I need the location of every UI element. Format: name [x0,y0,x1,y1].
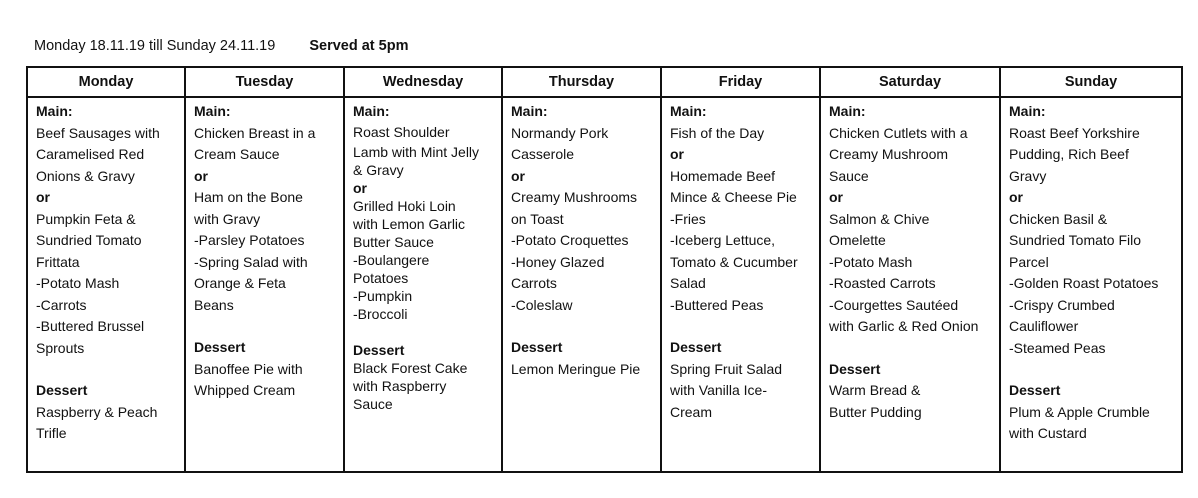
alt-dish-line: on Toast [511,210,564,227]
dessert-label: Dessert [36,382,88,398]
alt-dish-line: Sundried Tomato Filo [1009,232,1142,248]
or-label: or [670,146,684,162]
day-header-row [27,67,1182,97]
side-dish-line: Beans [194,296,234,313]
side-dish-line: -Golden Roast Potatoes [1009,275,1159,291]
dessert-line: Spring Fruit Salad [670,360,783,377]
main-dish-line: Onions & Gravy [36,167,135,184]
or-label: or [1009,189,1023,205]
dessert-label: Dessert [1009,382,1061,398]
dessert-line: Trifle [36,425,67,441]
dessert-line: Black Forest Cake [353,360,468,376]
dessert-line: with Raspberry [353,378,447,394]
main-dish-line: Gravy [1009,167,1047,184]
menu-row [27,97,1182,472]
alt-dish-line: with Lemon Garlic [353,216,466,232]
main-label: Main: [1009,103,1046,119]
or-label: or [511,167,525,184]
or-label: or [194,167,208,184]
main-dish-line: Chicken Breast in a [194,124,316,141]
dessert-line: Plum & Apple Crumble [1009,403,1150,420]
or-label: or [36,189,50,205]
dessert-label: Dessert [511,339,563,355]
alt-dish-line: Creamy Mushrooms [511,189,638,205]
side-dish-line: -Pumpkin [353,288,413,304]
or-label: or [353,180,367,196]
alt-dish-line: Pumpkin Feta & [36,210,136,227]
dessert-line: Sauce [353,396,393,412]
alt-dish-line: Omelette [829,232,886,248]
main-dish-line: Chicken Cutlets with a [829,124,968,141]
day-header-wednesday: Wednesday [344,67,502,97]
dessert-label: Dessert [670,339,722,355]
serving-time: Served at 5pm [309,38,409,54]
menu-cell-thursday [502,97,661,472]
main-dish-line: Normandy Pork [511,124,609,141]
side-dish-line: -Spring Salad with [194,253,308,270]
alt-dish-line: with Gravy [194,210,261,227]
side-dish-line: -Courgettes Sautéed [829,296,959,313]
side-dish-line: -Broccoli [353,306,408,322]
side-dish-line: Tomato & Cucumber [670,253,798,270]
dessert-label: Dessert [829,360,881,377]
alt-dish-line: Salmon & Chive [829,210,930,227]
alt-dish-line: Butter Sauce [353,234,434,250]
main-dish-line: Creamy Mushroom [829,146,949,162]
side-dish-line: -Crispy Crumbed [1009,296,1115,313]
day-header-sunday: Sunday [1000,67,1182,97]
dessert-line: with Custard [1009,425,1087,441]
alt-dish-line: Homemade Beef [670,167,776,184]
side-dish-line: -Buttered Brussel [36,318,145,334]
dessert-line: Whipped Cream [194,382,296,398]
menu-cell-tuesday [185,97,344,472]
alt-dish-line: Chicken Basil & [1009,210,1108,227]
main-label: Main: [36,103,73,119]
main-label: Main: [511,103,548,119]
main-dish-line: Pudding, Rich Beef [1009,146,1129,162]
main-label: Main: [353,103,390,119]
side-dish-line: -Carrots [36,296,87,313]
dessert-line: Warm Bread & [829,382,921,398]
main-dish-line: & Gravy [353,162,404,178]
menu-cell-sunday [1000,97,1182,472]
side-dish-line: -Potato Mash [829,253,913,270]
alt-dish-line: Grilled Hoki Loin [353,198,456,214]
or-label: or [829,189,843,205]
dessert-line: Cream [670,403,713,420]
day-header-saturday: Saturday [820,67,1000,97]
main-dish-line: Caramelised Red [36,146,145,162]
alt-dish-line: Ham on the Bone [194,189,303,205]
side-dish-line: Sprouts [36,339,85,356]
menu-cell-friday [661,97,820,472]
dessert-line: Banoffee Pie with [194,360,303,377]
main-label: Main: [670,103,707,119]
main-dish-line: Cream Sauce [194,146,280,162]
side-dish-line: -Buttered Peas [670,296,764,313]
day-header-monday: Monday [27,67,185,97]
alt-dish-line: Frittata [36,253,80,270]
main-label: Main: [829,103,866,119]
menu-cell-saturday [820,97,1000,472]
alt-dish-line: Mince & Cheese Pie [670,189,797,205]
weekly-menu-table [26,66,1183,473]
side-dish-line: -Honey Glazed [511,253,605,270]
side-dish-line: Carrots [511,275,557,291]
day-header-thursday: Thursday [502,67,661,97]
day-header-friday: Friday [661,67,820,97]
main-label: Main: [194,103,231,119]
main-dish-line: Beef Sausages with [36,124,160,141]
main-dish-line: Fish of the Day [670,124,765,141]
side-dish-line: -Potato Mash [36,275,120,291]
side-dish-line: -Parsley Potatoes [194,232,305,248]
side-dish-line: Cauliflower [1009,318,1079,334]
alt-dish-line: Sundried Tomato [36,232,142,248]
side-dish-line: -Steamed Peas [1009,339,1106,356]
dessert-line: Butter Pudding [829,403,922,420]
main-dish-line: Casserole [511,146,575,162]
dessert-line: Raspberry & Peach [36,403,158,420]
main-dish-line: Roast Shoulder [353,124,450,140]
side-dish-line: -Iceberg Lettuce, [670,232,776,248]
side-dish-line: -Coleslaw [511,296,573,313]
side-dish-line: -Potato Croquettes [511,232,629,248]
side-dish-line: with Garlic & Red Onion [829,318,979,334]
side-dish-line: -Fries [670,210,706,227]
alt-dish-line: Parcel [1009,253,1049,270]
side-dish-line: -Roasted Carrots [829,275,936,291]
menu-cell-wednesday [344,97,502,472]
day-header-tuesday: Tuesday [185,67,344,97]
side-dish-line: -Boulangere [353,252,430,268]
side-dish-line: Potatoes [353,270,409,286]
dessert-line: Lemon Meringue Pie [511,360,641,377]
main-dish-line: Sauce [829,167,869,184]
dessert-label: Dessert [353,342,405,358]
main-dish-line: Lamb with Mint Jelly [353,144,480,160]
main-dish-line: Roast Beef Yorkshire [1009,124,1140,141]
side-dish-line: Salad [670,275,706,291]
date-range: Monday 18.11.19 till Sunday 24.11.19 [34,38,276,54]
dessert-label: Dessert [194,339,246,355]
side-dish-line: Orange & Feta [194,275,286,291]
menu-cell-monday [27,97,185,472]
menu-header [34,38,408,54]
dessert-line: with Vanilla Ice- [670,382,768,398]
